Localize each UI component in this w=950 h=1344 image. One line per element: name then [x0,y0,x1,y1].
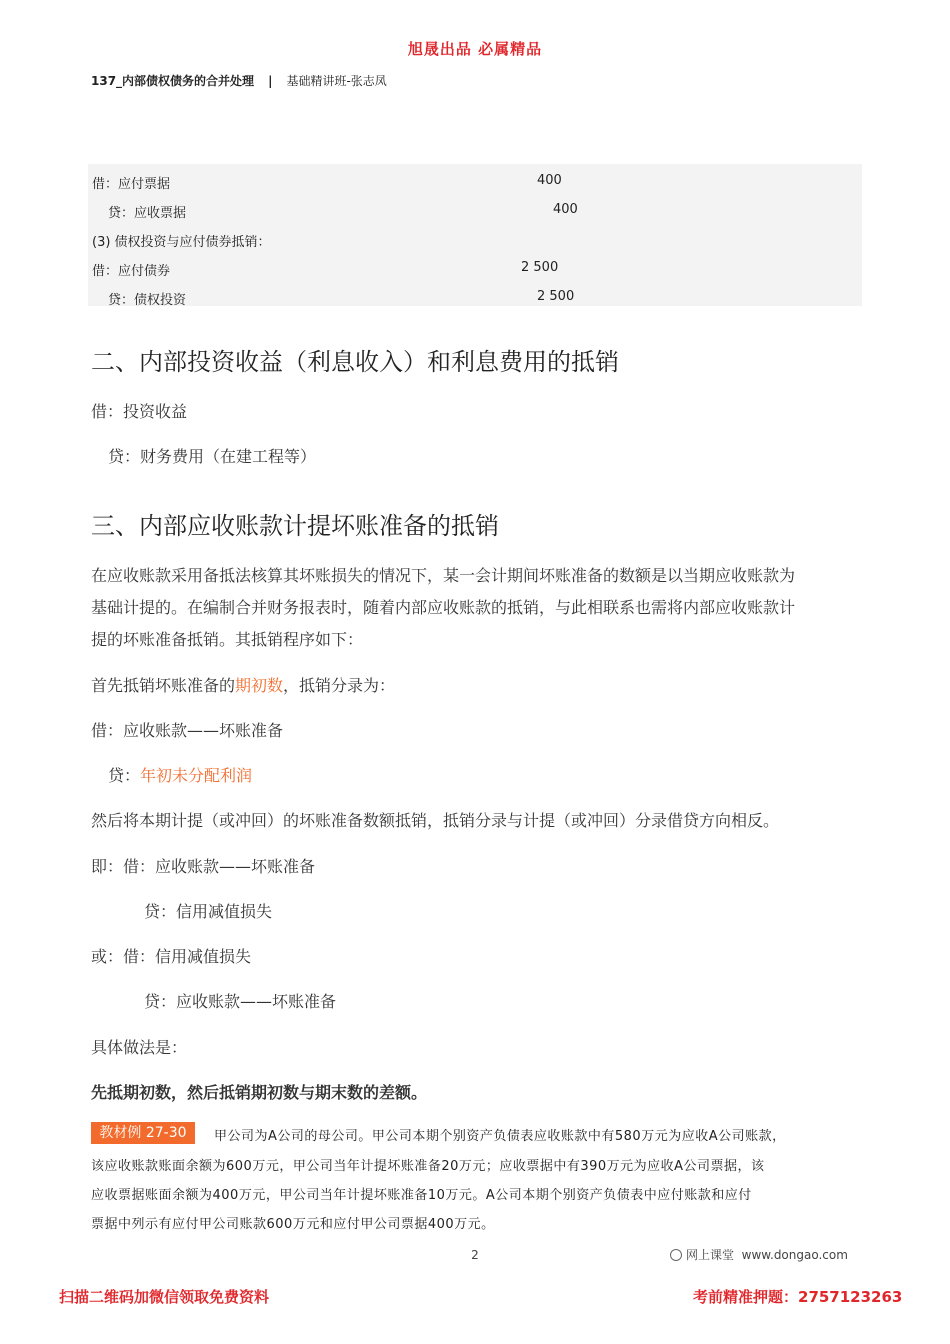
example-line: 该应收账款账面余额为600万元，甲公司当年计提坏账准备20万元；应收票据中有390万元为应收A公司票据，该 [91,1159,765,1174]
example-line: 甲公司为A公司的母公司。甲公司本期个别资产负债表应收账款中有580万元为应收A公司账款， [214,1129,786,1144]
text: 首先抵销坏账准备的 [91,676,236,695]
code-line-label: 借：应付债券 [92,264,171,279]
journal-credit: 贷：应收账款——坏账准备 [144,992,337,1011]
paragraph-line [91,673,395,696]
journal-credit: 贷：信用减值损失 [144,902,273,921]
code-line-label: 贷：债权投资 [108,293,187,308]
header-subtitle: 基础精讲班-张志凤 [286,74,387,88]
text: ，抵销分录为： [283,676,396,695]
highlight-text: 先抵期初数，然后抵销期初数与期末数的差额。 [91,1083,428,1102]
highlight-text: 年初未分配利润 [140,766,253,785]
paragraph-line: 提的坏账准备抵销。其抵销程序如下： [91,630,364,649]
journal-debit: 借：应收账款——坏账准备 [91,721,284,740]
footer-left-note: 扫描二维码加微信领取免费资料 [59,1288,270,1306]
page-header [91,72,387,89]
site-name: 网上课堂 [686,1248,735,1262]
paragraph-line: 然后将本期计提（或冲回）的坏账准备数额抵销，抵销分录与计提（或冲回）分录借贷方向相反。 [91,811,780,830]
section-heading: 二、内部投资收益（利息收入）和利息费用的抵销 [91,348,619,376]
journal-code-block [88,164,862,306]
paragraph-line: 在应收账款采用备抵法核算其坏账损失的情况下，某一会计期间坏账准备的数额是以当期应收账款为 [91,566,796,585]
page-number: 2 [471,1248,479,1262]
journal-credit: 贷：财务费用（在建工程等） [108,447,317,466]
section-heading: 三、内部应收账款计提坏账准备的抵销 [91,512,499,540]
site-logo [670,1246,848,1263]
footer-right-note: 考前精准押题：2757123263 [693,1288,903,1306]
example-badge: 教材例 27-30 [91,1122,195,1144]
site-url: www.dongao.com [741,1248,848,1262]
header-title: 137_内部债权债务的合并处理 [91,74,255,88]
example-line: 应收票据账面余额为400万元，甲公司当年计提坏账准备10万元。A公司本期个别资产负债表中应付账款和应付 [91,1188,752,1203]
highlight-text: 期初数 [235,676,284,695]
journal-debit: 借：投资收益 [91,402,188,421]
code-line-label: 贷：应收票据 [108,206,187,221]
journal-credit [108,763,252,786]
text: 贷： [108,766,141,785]
code-line-value: 400 [537,173,562,188]
journal-debit: 即：借：应收账款——坏账准备 [91,857,316,876]
paragraph-line: 基础计提的。在编制合并财务报表时，随着内部应收账款的抵销，与此相联系也需将内部应收账款计 [91,598,796,617]
logo-icon [670,1249,682,1261]
top-banner: 旭晟出品 必属精品 [407,40,543,58]
header-separator: | [268,74,273,88]
code-line-label: 借：应付票据 [92,177,171,192]
code-line-label: (3) 债权投资与应付债券抵销： [92,235,271,250]
example-line: 票据中列示有应付甲公司账款600万元和应付甲公司票据400万元。 [91,1217,495,1232]
paragraph-line: 具体做法是： [91,1038,188,1057]
code-line-value: 2 500 [537,289,575,304]
code-line-value: 2 500 [521,260,559,275]
journal-debit: 或：借：信用减值损失 [91,947,252,966]
code-line-value: 400 [553,202,578,217]
